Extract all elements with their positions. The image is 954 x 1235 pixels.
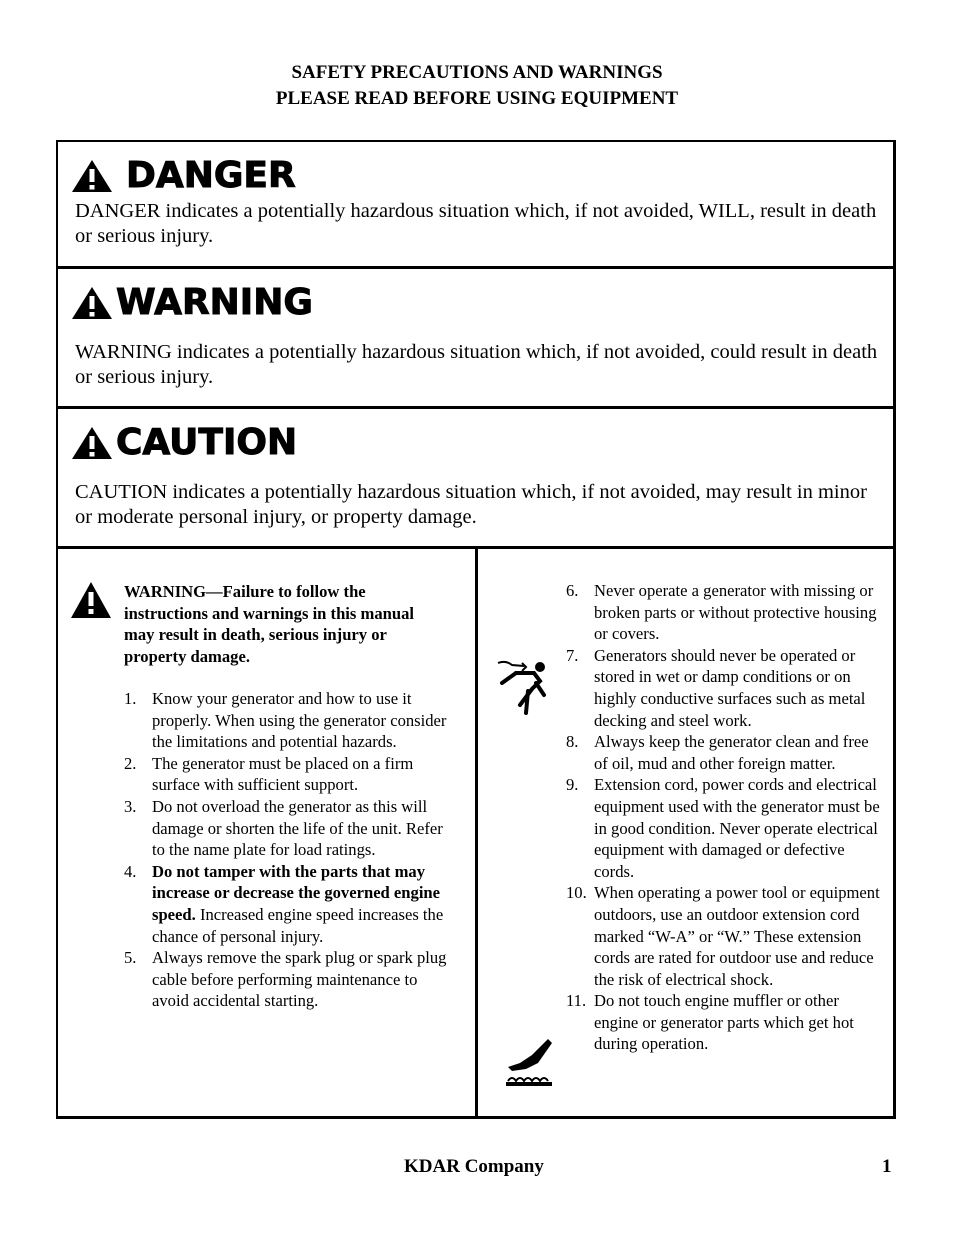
list-item: 3. Do not overload the generator as this will damage or shorten the life of the unit. Refer to the name plate for load ratings.: [124, 796, 443, 860]
warning-note: WARNING—Failure to follow the instructions and warnings in this manual may result in death, serious injury or property damage.: [124, 582, 415, 666]
list-item: 1. Know your generator and how to use it properly. When using the generator consider the limitations and potential hazards.: [124, 689, 447, 752]
warning-text: WARNING indicates a potentially hazardous situation which, if not avoided, could result in death or serious injury.: [75, 341, 878, 388]
left-column: [58, 549, 478, 1118]
warning-word: WARNING: [116, 282, 313, 323]
warning-triangle-icon: [70, 425, 114, 461]
danger-box: [58, 142, 893, 269]
right-column: [478, 549, 893, 1118]
list-item: 4. Do not tamper with the parts that may increase or decrease the governed engine speed. Increased engine speed increases the chance of personal injury.: [124, 861, 444, 946]
header-line-2: PLEASE READ BEFORE USING EQUIPMENT: [275, 88, 679, 109]
list-item: 8. Always keep the generator clean and free of oil, mud and other foreign matter.: [566, 732, 869, 773]
hot-surface-icon: [504, 1037, 554, 1087]
page-header: [0, 60, 954, 112]
danger-text: DANGER indicates a potentially hazardous situation which, if not avoided, WILL, result in death or serious injury.: [75, 200, 877, 247]
warning-triangle-icon: [70, 158, 114, 194]
electric-shock-icon: [496, 659, 552, 715]
danger-word: DANGER: [126, 155, 296, 196]
safety-list-left: [124, 688, 454, 1012]
list-item: 2. The generator must be placed on a firm surface with sufficient support.: [124, 753, 414, 795]
list-item: 5. Always remove the spark plug or spark plug cable before performing maintenance to avoid accidental starting.: [124, 948, 447, 1011]
list-item: 7. Generators should never be operated or stored in wet or damp conditions or on highly conductive surfaces such as metal decking and steel work.: [566, 645, 866, 730]
footer-company: KDAR Company: [404, 1156, 544, 1177]
warning-heading: [70, 283, 313, 323]
caution-word: CAUTION: [116, 422, 298, 463]
danger-heading: [70, 156, 296, 196]
list-item: 9. Extension cord, power cords and electrical equipment used with the generator must be in good condition. Never operate electrical equipment with damaged or defective cords.: [566, 775, 880, 881]
list-item: 6. Never operate a generator with missing or broken parts or without protective housing or covers.: [566, 581, 877, 644]
safety-list-right: [566, 580, 881, 1055]
caution-text: CAUTION indicates a potentially hazardous situation which, if not avoided, may result in minor or moderate personal injury, or property damage.: [75, 481, 867, 528]
warning-box: [58, 269, 893, 409]
header-line-1: SAFETY PRECAUTIONS AND WARNINGS: [291, 62, 663, 83]
warning-triangle-icon: [70, 285, 114, 321]
caution-box: [58, 409, 893, 549]
list-item: 11. Do not touch engine muffler or other engine or generator parts which get hot during operation.: [566, 991, 854, 1054]
safety-frame: [56, 140, 896, 1119]
list-item: 10. When operating a power tool or equipment outdoors, use an outdoor extension cord marked “W-A” or “W.” These extension cords are rated for outdoor use and reduce the risk of electrical shock.: [566, 883, 880, 989]
warning-triangle-icon: [70, 581, 112, 619]
caution-heading: [70, 423, 297, 463]
page-number: 1: [882, 1156, 892, 1177]
